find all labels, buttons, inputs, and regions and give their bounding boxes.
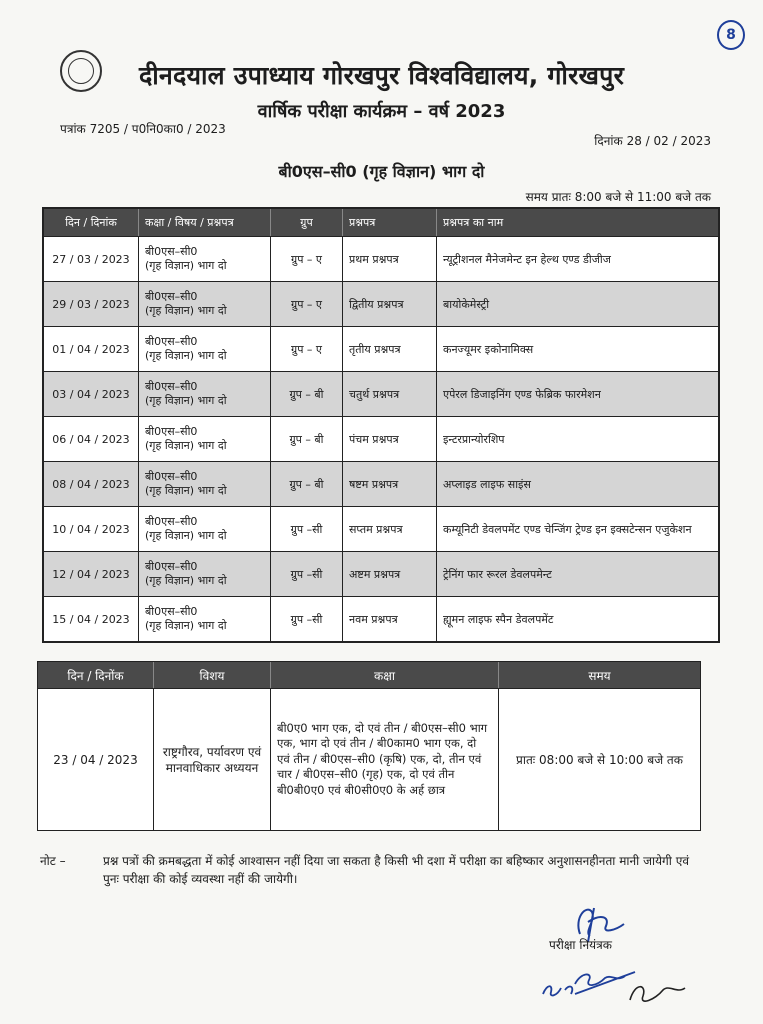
class-line-2: (गृह विज्ञान) भाग दो [145, 619, 227, 632]
cell-date: 23 / 04 / 2023 [53, 752, 138, 767]
header-class: कक्षा / विषय / प्रश्नपत्र [138, 209, 270, 236]
cell-group: ग्रुप – ए [270, 327, 342, 371]
cell-date: 03 / 04 / 2023 [52, 387, 130, 401]
class-line-1: बी0एस–सी0 [145, 560, 198, 573]
cell-class [138, 462, 270, 506]
table-row [44, 596, 718, 641]
cell-paper-name: बायोकेमेस्ट्री [436, 282, 718, 326]
cell-paper: नवम प्रश्नपत्र [342, 597, 436, 641]
class-line-2: (गृह विज्ञान) भाग दो [145, 574, 227, 587]
table-row [44, 461, 718, 506]
cell-group: ग्रुप –सी [270, 552, 342, 596]
cell-group: ग्रुप – बी [270, 372, 342, 416]
cell-paper-name: एपेरल डिजाइनिंग एण्ड फेब्रिक फारमेशन [436, 372, 718, 416]
cell-paper-name: अप्लाइड लाइफ साइंस [436, 462, 718, 506]
handwritten-initials [535, 960, 695, 1010]
table-row [44, 371, 718, 416]
cell-paper-name: इन्टरप्रान्योरशिप [436, 417, 718, 461]
cell-class [138, 372, 270, 416]
class-line-2: (गृह विज्ञान) भाग दो [145, 349, 227, 362]
header-group: ग्रुप [270, 209, 342, 236]
cell-time: प्रातः 08:00 बजे से 10:00 बजे तक [498, 689, 700, 830]
cell-date: 27 / 03 / 2023 [52, 252, 130, 266]
note-text: प्रश्न पत्रों की क्रमबद्धता में कोई आश्वासन नहीं दिया जा सकता है किसी भी दशा में परीक्षा का बहिष्कार अनुशासनहीनता मानी जायेगी एवं पुनः परीक्षा की कोई व्यवस्था नहीं की जायेगी। [103, 854, 690, 886]
cell-date: 15 / 04 / 2023 [52, 612, 130, 626]
cell-date: 01 / 04 / 2023 [52, 342, 130, 356]
table-header-row [38, 662, 700, 688]
header-paper-name: प्रश्नपत्र का नाम [436, 209, 718, 236]
class-line-1: बी0एस–सी0 [145, 470, 198, 483]
header-paper: प्रश्नपत्र [342, 209, 436, 236]
class-line-2: (गृह विज्ञान) भाग दो [145, 439, 227, 452]
cell-paper: प्रथम प्रश्नपत्र [342, 237, 436, 281]
cell-class [138, 552, 270, 596]
cell-date: 10 / 04 / 2023 [52, 522, 130, 536]
table-row [44, 416, 718, 461]
cell-class [138, 507, 270, 551]
class-line-2: (गृह विज्ञान) भाग दो [145, 529, 227, 542]
class-line-2: (गृह विज्ञान) भाग दो [145, 394, 227, 407]
cell-group: ग्रुप – ए [270, 237, 342, 281]
cell-subject: राष्ट्रगौरव, पर्यावरण एवं मानवाधिकार अध्ययन [153, 689, 270, 830]
cell-paper: षष्टम प्रश्नपत्र [342, 462, 436, 506]
header-class: कक्षा [270, 662, 498, 688]
cell-class [138, 327, 270, 371]
reference-number: पत्रांक 7205 / प0नि0का0 / 2023 [60, 122, 226, 136]
cell-group: ग्रुप –सी [270, 597, 342, 641]
class-line-2: (गृह विज्ञान) भाग दो [145, 304, 227, 317]
table-row [44, 506, 718, 551]
class-line-2: (गृह विज्ञान) भाग दो [145, 484, 227, 497]
class-line-1: बी0एस–सी0 [145, 290, 198, 303]
table-row [44, 281, 718, 326]
cell-paper: पंचम प्रश्नपत्र [342, 417, 436, 461]
cell-class [138, 597, 270, 641]
cell-paper: सप्तम प्रश्नपत्र [342, 507, 436, 551]
cell-paper: अष्टम प्रश्नपत्र [342, 552, 436, 596]
table-header-row [44, 209, 718, 236]
cell-class [138, 417, 270, 461]
schedule-title: वार्षिक परीक्षा कार्यक्रम – वर्ष 2023 [257, 101, 506, 122]
cell-paper-name: ट्रेनिंग फार रूरल डेवलपमेन्ट [436, 552, 718, 596]
cell-paper: तृतीय प्रश्नपत्र [342, 327, 436, 371]
cell-paper-name: ह्यूमन लाइफ स्पैन डेवलपमेंट [436, 597, 718, 641]
class-line-1: बी0एस–सी0 [145, 605, 198, 618]
header-time: समय [498, 662, 700, 688]
cell-paper: चतुर्थ प्रश्नपत्र [342, 372, 436, 416]
class-line-2: (गृह विज्ञान) भाग दो [145, 259, 227, 272]
cell-paper-name: कनज्यूमर इकोनामिक्स [436, 327, 718, 371]
table-row [44, 236, 718, 281]
issue-date: दिनांक 28 / 02 / 2023 [594, 134, 711, 148]
cell-date: 08 / 04 / 2023 [52, 477, 130, 491]
cell-group: ग्रुप –सी [270, 507, 342, 551]
cell-date: 12 / 04 / 2023 [52, 567, 130, 581]
header-date: दिन / दिनोंक [67, 668, 124, 683]
exam-schedule-table [42, 207, 720, 643]
exam-time: समय प्रातः 8:00 बजे से 11:00 बजे तक [525, 190, 711, 204]
cell-class: बी0ए0 भाग एक, दो एवं तीन / बी0एस–सी0 भाग एक, भाग दो एवं तीन / बी0काम0 भाग एक, दो एवं तीन / बी0एस–सी0 (कृषि) एक, दो, तीन एवं चार / बी0एस–सी0 (गृह) एक, दो एवं तीन बी0बी0ए0 एवं बी0सी0ए0 के अर्ह छात्र [270, 689, 498, 830]
class-line-1: बी0एस–सी0 [145, 425, 198, 438]
signatory-title: परीक्षा नियंत्रक [549, 938, 612, 952]
cell-date: 29 / 03 / 2023 [52, 297, 130, 311]
cell-group: ग्रुप – ए [270, 282, 342, 326]
cell-date: 06 / 04 / 2023 [52, 432, 130, 446]
cell-paper-name: कम्यूनिटी डेवलपमेंट एण्ड चेन्जिंग ट्रेण्ड इन इक्सटेन्सन एजुकेशन [436, 507, 718, 551]
page-number-stamp: 8 [717, 20, 745, 50]
table-row [38, 688, 700, 830]
cell-paper-name: न्यूट्रीशनल मैनेजमेन्ट इन हेल्थ एण्ड डीजीज [436, 237, 718, 281]
university-title: दीनदयाल उपाध्याय गोरखपुर विश्वविद्यालय, गोरखपुर [138, 61, 625, 90]
cell-class [138, 282, 270, 326]
class-line-1: बी0एस–सी0 [145, 245, 198, 258]
cell-paper: द्वितीय प्रश्नपत्र [342, 282, 436, 326]
special-exam-table [37, 661, 701, 831]
header-subject: विशय [153, 662, 270, 688]
table-row [44, 551, 718, 596]
header-date: दिन / दिनांक [65, 216, 117, 229]
note-label: नोट – [40, 854, 66, 868]
class-line-1: बी0एस–सी0 [145, 380, 198, 393]
cell-class [138, 237, 270, 281]
cell-group: ग्रुप – बी [270, 462, 342, 506]
course-title: बी0एस–सी0 (गृह विज्ञान) भाग दो [278, 162, 485, 181]
class-line-1: बी0एस–सी0 [145, 335, 198, 348]
table-row [44, 326, 718, 371]
cell-group: ग्रुप – बी [270, 417, 342, 461]
class-line-1: बी0एस–सी0 [145, 515, 198, 528]
